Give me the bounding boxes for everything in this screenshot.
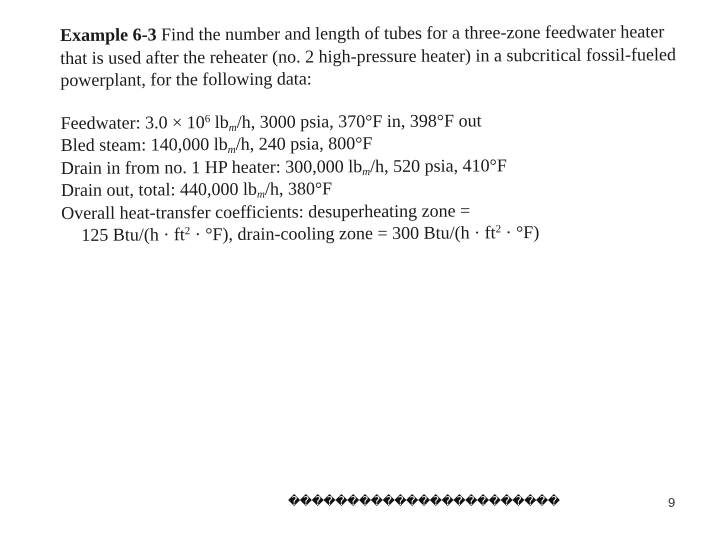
bled-steam-text-c: /h, 240 psia, 800°F bbox=[235, 133, 373, 154]
drain-in-text-a: Drain in from no. 1 HP heater: 300,000 lb bbox=[60, 155, 363, 178]
example-statement bbox=[60, 20, 690, 91]
feedwater-mass-subscript: m bbox=[228, 121, 237, 134]
footer-garbled-text: ����������������������� bbox=[288, 494, 560, 508]
feedwater-text-a: Feedwater: 3.0 × 10 bbox=[60, 111, 205, 133]
feedwater-text-b: lb bbox=[210, 111, 229, 132]
coefficients-text-b: · °F), drain-cooling zone = 300 Btu/(h · ft bbox=[190, 222, 496, 245]
coefficients-exponent-1: 2 bbox=[184, 225, 191, 238]
drain-out-text-c: /h, 380°F bbox=[264, 178, 333, 199]
coefficients-values-line bbox=[61, 220, 691, 246]
page-number: 9 bbox=[668, 495, 676, 510]
drain-in-mass-subscript: m bbox=[362, 165, 371, 178]
scanned-example-excerpt bbox=[60, 20, 691, 246]
feedwater-exponent: 6 bbox=[204, 112, 211, 125]
bled-steam-text-a: Bled steam: 140,000 lb bbox=[60, 133, 228, 155]
coefficients-text-c: · °F) bbox=[501, 222, 540, 243]
coefficients-line: Overall heat-transfer coefficients: desuperheating zone = bbox=[61, 199, 471, 223]
given-data-block bbox=[61, 108, 692, 247]
drain-out-text-a: Drain out, total: 440,000 lb bbox=[60, 178, 258, 200]
coefficients-exponent-2: 2 bbox=[495, 223, 502, 236]
example-prompt: Find the number and length of tubes for a three-zone feedwater heater that is used after the reheater (no. 2 high-pressure heater) in a subcritical fossil-fueled powerplant, for the following data: bbox=[60, 21, 677, 90]
drain-in-text-c: /h, 520 psia, 410°F bbox=[370, 154, 507, 176]
bled-steam-mass-subscript: m bbox=[227, 143, 236, 156]
example-label: Example 6-3 bbox=[60, 24, 157, 45]
coefficients-text-a: 125 Btu/(h · ft bbox=[81, 224, 185, 245]
drain-out-mass-subscript: m bbox=[256, 188, 266, 201]
feedwater-text-c: /h, 3000 psia, 370°F in, 398°F out bbox=[236, 109, 482, 132]
